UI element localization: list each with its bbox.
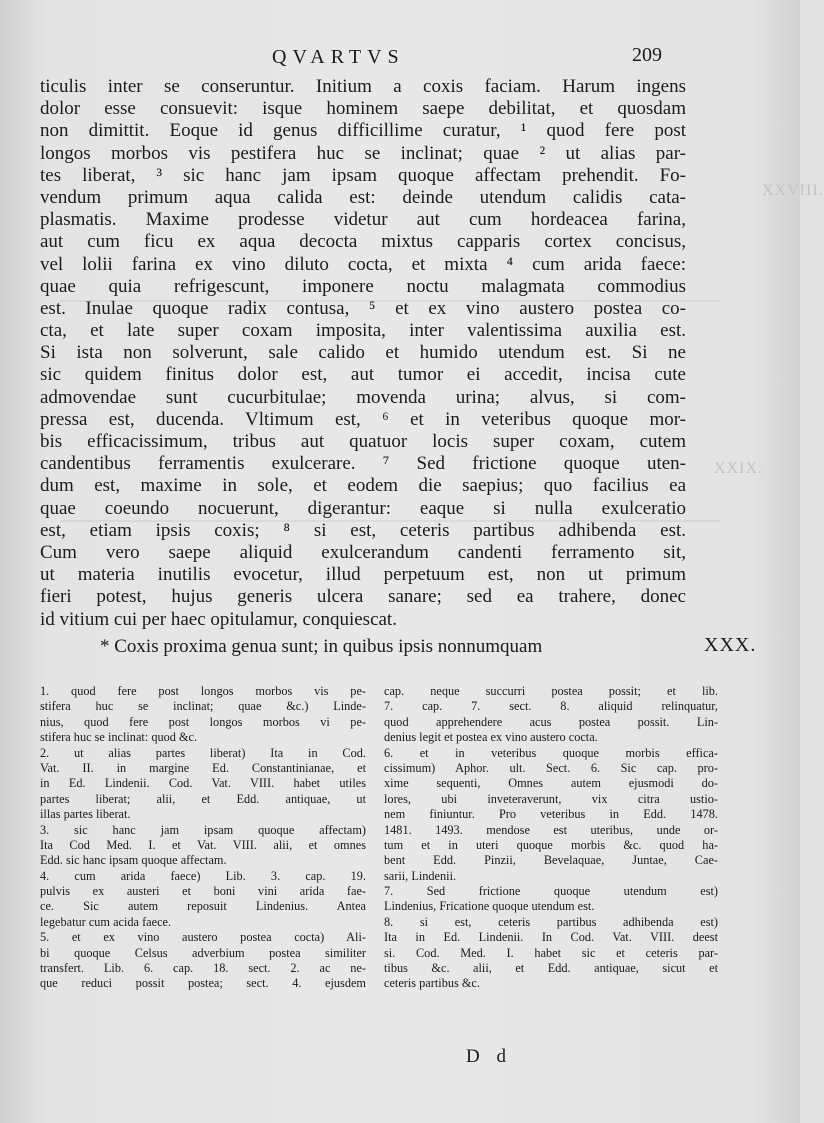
text-line: non dimittit. Eoque id genus difficillime curatur, ¹ quod fere post bbox=[40, 120, 686, 142]
footnote-line: Ita in Ed. Lindenii. In Cod. Vat. VIII. deest bbox=[384, 930, 718, 945]
text-line: vendum primum aqua calida est: deinde utendum calidis cata- bbox=[40, 186, 686, 208]
show-through-margin-mark: XXVIII. bbox=[762, 182, 824, 199]
footnote-line: stifera huc se inclinat; quae &c.) Linde- bbox=[40, 699, 366, 714]
footnote-line: in Ed. Lindenii. Cod. Vat. VIII. habet utiles bbox=[40, 776, 366, 791]
text-line: id vitium cui per haec opitulamur, conquiescat. bbox=[40, 608, 397, 630]
text-line: candentibus ferramentis exulcerare. ⁷ Sed frictione quoque uten- bbox=[40, 453, 686, 475]
text-line: admovendae sunt cucurbitulae; movenda urina; alvus, si com- bbox=[40, 386, 686, 408]
footnote-line: quod apprehendere acus postea possit. Lin- bbox=[384, 714, 718, 729]
text-line: quae quia refrigescunt, imponere noctu malagmata commodius bbox=[40, 275, 686, 297]
text-line: est. Inulae quoque radix contusa, ⁵ et ex vino austero postea co- bbox=[40, 297, 686, 319]
text-line: est, etiam ipsis coxis; ⁸ si est, ceteris partibus adhibenda est. bbox=[40, 519, 686, 541]
footnote-line: que reduci possit postea; sect. 4. ejusdem bbox=[40, 976, 366, 991]
footnote-line: stifera huc se inclinat: quod &c. bbox=[40, 730, 198, 745]
footnote-line: Lindenius, Fricatione quoque utendum est. bbox=[384, 899, 595, 914]
text-line: quae coeundo nocuerunt, digerantur: eaque si nulla exulceratio bbox=[40, 497, 686, 519]
footnote-line: denius legit et postea ex vino austero cocta. bbox=[384, 730, 598, 745]
footnote-line: 4. cum arida faece) Lib. 3. cap. 19. bbox=[40, 868, 366, 883]
footnote-line: ceteris partibus &c. bbox=[384, 976, 480, 991]
footnote-line: xime sequenti, Omnes autem ejusmodi do- bbox=[384, 776, 718, 791]
footnote-line: 6. et in veteribus quoque morbis effica- bbox=[384, 745, 718, 760]
footnote-line: partes liberat; alii, et Edd. antiquae, ut bbox=[40, 791, 366, 806]
footnote-line: lores, ubi inveteraverunt, vix citra ustio- bbox=[384, 791, 718, 806]
text-line: Cum vero saepe aliquid exulcerandum candenti ferramento sit, bbox=[40, 541, 686, 563]
signature-mark: D d bbox=[466, 1046, 512, 1067]
text-line: cta, et late super coxam imposita, inter valentissima auxilia est. bbox=[40, 320, 686, 342]
text-line: ticulis inter se conseruntur. Initium a coxis faciam. Harum ingens bbox=[40, 76, 686, 97]
text-line: dolor esse consuevit: isque hominem saepe debilitat, et quosdam bbox=[40, 98, 686, 120]
text-line: fieri potest, hujus generis ulcera sanare; sed ea trahere, donec bbox=[40, 586, 686, 608]
footnote-line: 8. si est, ceteris partibus adhibenda est) bbox=[384, 914, 718, 929]
footnote-line: 5. et ex vino austero postea cocta) Ali- bbox=[40, 930, 366, 945]
footnote-line: bent Edd. Pinzii, Bevelaquae, Juntae, Cae- bbox=[384, 853, 718, 868]
text-line: vel lolii farina ex vino diluto cocta, et mixta ⁴ cum arida faece: bbox=[40, 253, 686, 275]
footnote-line: 7. Sed frictione quoque utendum est) bbox=[384, 884, 718, 899]
show-through-margin-mark: XXIX. bbox=[714, 460, 763, 477]
footnotes-left-column bbox=[40, 684, 366, 992]
footnote-line: nem finiuntur. Pro veteribus in Edd. 1478. bbox=[384, 807, 718, 822]
footnote-line: tum et in uteri quoque morbis &c. quod ha- bbox=[384, 837, 718, 852]
main-text bbox=[40, 76, 686, 631]
running-head: QVARTVS bbox=[272, 46, 405, 68]
footnote-line: bi quoque Celsus adverbium postea similiter bbox=[40, 945, 366, 960]
page-number: 209 bbox=[632, 44, 662, 66]
footnote-line: transfert. Lib. 6. cap. 18. sect. 2. ac ne- bbox=[40, 961, 366, 976]
text-line: dum est, maxime in sole, et eodem die saepius; quo facilius ea bbox=[40, 475, 686, 497]
text-line: bis efficacissimum, tribus aut quatuor locis super coxam, cutem bbox=[40, 431, 686, 452]
footnote-line: cap. neque succurri postea possit; et lib. bbox=[384, 684, 718, 698]
footnote-line: tibus &c. alii, et Edd. antiquae, sicut et bbox=[384, 961, 718, 976]
text-line: ut materia inutilis evocetur, illud perpetuum est, non ut primum bbox=[40, 564, 686, 586]
footnote-line: Ita Cod Med. I. et Vat. VIII. alii, et omnes bbox=[40, 837, 366, 852]
footnote-line: 1. quod fere post longos morbos vis pe- bbox=[40, 684, 366, 698]
text-line: Si ista non solverunt, sale calido et humido utendum est. Si ne bbox=[40, 342, 686, 364]
footnote-line: illas partes liberat. bbox=[40, 807, 131, 822]
text-line: pressa est, ducenda. Vltimum est, ⁶ et in veteribus quoque mor- bbox=[40, 408, 686, 430]
footnote-line: Vat. II. in margine Ed. Constantinianae, et bbox=[40, 760, 366, 775]
footnote-line: nius, quod fere post longos morbos vi pe- bbox=[40, 714, 366, 729]
footnote-line: sarii, Lindenii. bbox=[384, 868, 457, 883]
text-line: sic quidem finitus dolor est, aut tumor ei accedit, incisa cute bbox=[40, 364, 686, 386]
footnote-line: Edd. sic hanc ipsam quoque affectam. bbox=[40, 853, 227, 868]
footnote-line: 1481. 1493. mendose est uteribus, unde or- bbox=[384, 822, 718, 837]
footnote-line: ce. Sic autem reposuit Lindenius. Antea bbox=[40, 899, 366, 914]
footnote-line: cissimum) Aphor. ult. Sect. 6. Sic cap. pro- bbox=[384, 760, 718, 775]
text-line: tes liberat, ³ sic hanc jam ipsam quoque affectam prehendit. Fo- bbox=[40, 164, 686, 186]
section-opening-line: * Coxis proxima genua sunt; in quibus ipsis nonnumquam bbox=[100, 636, 543, 657]
footnote-line: pulvis ex austeri et boni vini arida fae- bbox=[40, 884, 366, 899]
section-number: XXX. bbox=[704, 634, 757, 656]
footnote-line: 7. cap. 7. sect. 8. aliquid relinquatur, bbox=[384, 699, 718, 714]
text-line: aut cum ficu ex aqua decocta mixtus capparis cortex concisus, bbox=[40, 231, 686, 253]
footnote-line: si. Cod. Med. I. habet sic et ceteris par- bbox=[384, 945, 718, 960]
footnote-line: legebatur cum acida faece. bbox=[40, 914, 172, 929]
footnote-line: 3. sic hanc jam ipsam quoque affectam) bbox=[40, 822, 366, 837]
text-line: longos morbos vis pestifera huc se inclinat; quae ² ut alias par- bbox=[40, 142, 686, 164]
footnote-line: 2. ut alias partes liberat) Ita in Cod. bbox=[40, 745, 366, 760]
footnotes-right-column bbox=[384, 684, 718, 992]
text-line: plasmatis. Maxime prodesse videtur aut cum hordeacea farina, bbox=[40, 209, 686, 231]
